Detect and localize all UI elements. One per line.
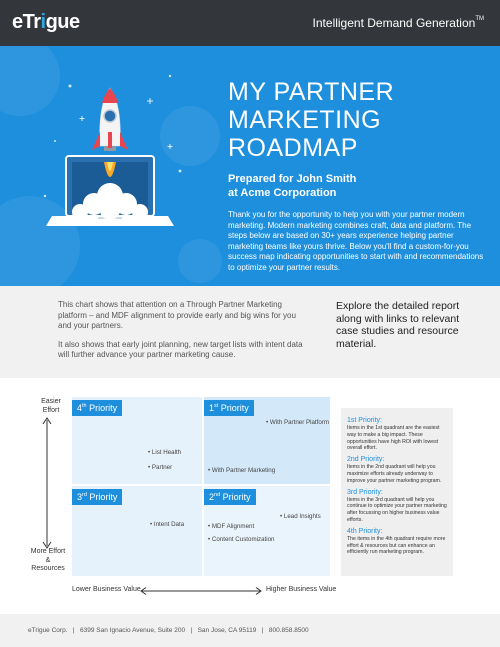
summary-paragraph-2: It also shows that early joint planning, new target lists with intent data will further advance your partner marketing cause. xyxy=(58,339,303,359)
page-title: MY PARTNER MARKETING ROADMAP xyxy=(228,78,395,162)
prepared-for: Prepared for John Smith at Acme Corporation xyxy=(228,173,357,199)
intro-paragraph: Thank you for the opportunity to help you with your partner modern marketing. Modern marketing combines craft, data and platform. The steps below are based on 30+ years experience helping partner marketing teams like yours thrive. Below you'll find a custom-for-you success map indicating opportunities to start with and recommendations to optimize your partner results. xyxy=(228,210,484,272)
item-list-health: • List Health xyxy=(148,449,182,456)
legend-text-2nd: Items in the 2nd quadrant will help you maximize efforts already underway to improve your partner marketing program. xyxy=(347,464,442,484)
quadrant-2nd-priority xyxy=(204,486,330,576)
etrigue-logo[interactable]: eTrigue xyxy=(12,11,80,33)
quadrant-label-4th: 4th Priority xyxy=(72,400,122,416)
quadrant-label-2nd: 2nd Priority xyxy=(204,489,256,505)
item-intent-data: • Intent Data xyxy=(150,521,185,528)
y-axis-arrow xyxy=(40,416,54,552)
tagline: Intelligent Demand Generation™ xyxy=(312,16,484,30)
item-lead-insights: • Lead Insights xyxy=(280,513,321,520)
top-bar xyxy=(0,0,500,46)
priority-chart xyxy=(0,378,500,614)
item-with-partner-marketing: • With Partner Marketing xyxy=(208,467,276,474)
summary-text xyxy=(58,300,308,369)
legend-title-2nd: 2nd Priority: xyxy=(347,456,385,464)
item-mdf-alignment: • MDF Alignment xyxy=(208,523,255,530)
x-axis-arrow xyxy=(140,586,264,596)
item-partner: • Partner xyxy=(148,464,173,471)
quadrant-label-3rd: 3rd Priority xyxy=(72,489,122,505)
quadrant-label-1st: 1st Priority xyxy=(204,400,254,416)
legend-text-3rd: Items in the 3rd quadrant will help you continue to optimize your partner marketing after focussing on higher business value efforts. xyxy=(347,496,447,523)
footer xyxy=(0,614,500,647)
legend-title-1st: 1st Priority: xyxy=(347,417,383,424)
priority-legend xyxy=(341,408,453,576)
item-content-customization: • Content Customization xyxy=(208,536,275,543)
legend-title-4th: 4th Priority: xyxy=(347,527,383,535)
legend-title-3rd: 3rd Priority: xyxy=(347,488,383,496)
summary-section xyxy=(0,286,500,378)
report-callout[interactable]: Explore the detailed report along with links to relevant case studies and resource material. xyxy=(336,300,460,350)
item-with-partner-platform: • With Partner Platform xyxy=(266,419,330,426)
y-axis-bottom-label: More Effort & Resources xyxy=(30,548,66,572)
legend-text-1st: Items in the 1st quadrant are the easiest way to make a big impact. These opportunities have high ROI with lowest overall effort. xyxy=(347,425,440,452)
legend-text-4th: The items in the 4th quadrant require more effort & resources but can enhance an efficiently run marketing program. xyxy=(347,535,446,556)
quadrant-3rd-priority xyxy=(72,486,202,576)
x-axis-right-label: Higher Business Value xyxy=(266,586,337,593)
y-axis-top-label: Easier Effort xyxy=(41,398,61,414)
hero-banner xyxy=(0,46,500,286)
quadrant-1st-priority xyxy=(204,397,330,484)
footer-contact: eTrigue Corp. | 6399 San Ignacio Avenue, Suite 200 | San Jose, CA 95119 | 800.858.8500 xyxy=(28,627,309,634)
summary-paragraph-1: This chart shows that attention on a Through Partner Marketing platform – and MDF alignment to provide early and big wins for you and your partners. xyxy=(58,300,296,330)
quadrant-4th-priority xyxy=(72,397,202,484)
x-axis-left-label: Lower Business Value xyxy=(72,586,141,593)
